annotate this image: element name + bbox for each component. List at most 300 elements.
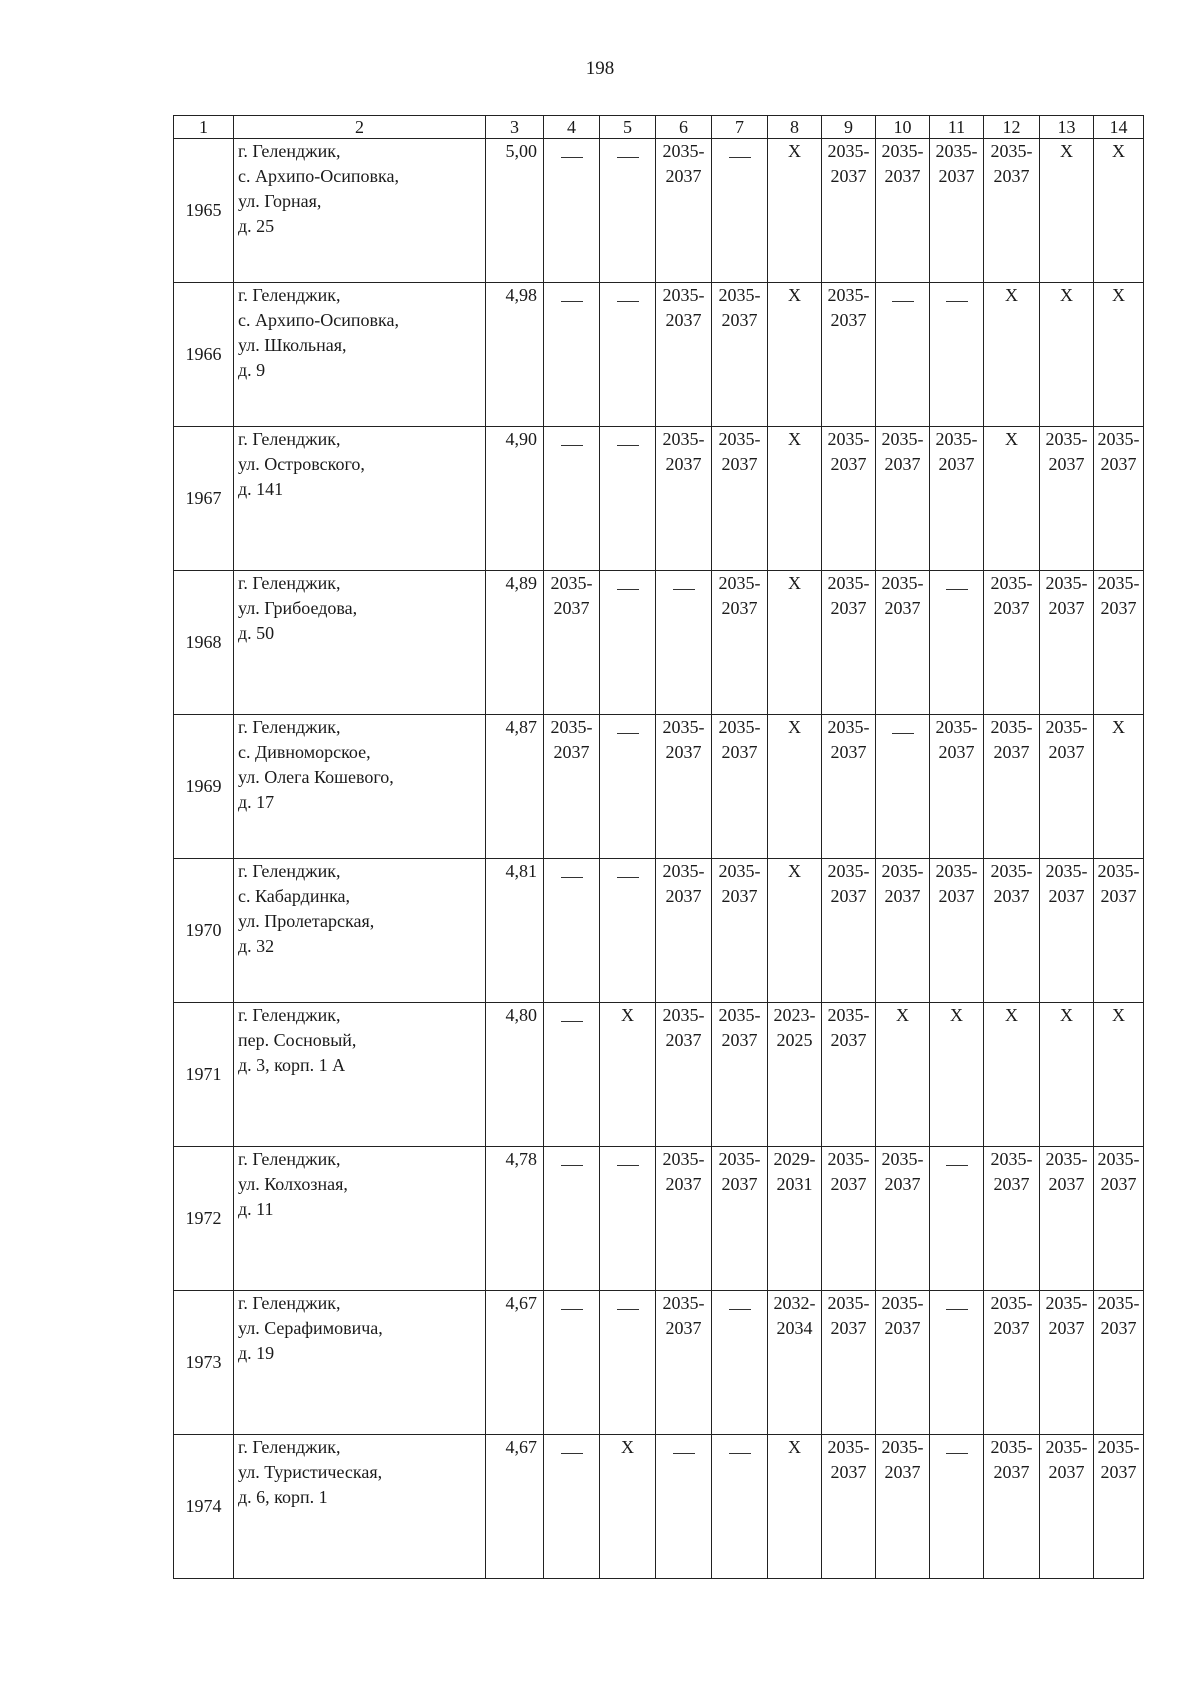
table-row — [174, 283, 1144, 427]
period-cell — [822, 571, 876, 715]
period-cell — [930, 283, 984, 427]
period-cell — [712, 859, 768, 1003]
period-cell — [712, 1291, 768, 1435]
address-line: пер. Сосновый, — [238, 1030, 357, 1050]
address-cell — [234, 1147, 486, 1291]
period-cell — [1040, 283, 1094, 427]
cell-line: 2035- — [990, 861, 1033, 881]
period-cell — [656, 1291, 712, 1435]
cell-line: 2037 — [1048, 1318, 1085, 1338]
period-cell — [822, 283, 876, 427]
cell-line: 2037 — [993, 1462, 1030, 1482]
table-row — [174, 427, 1144, 571]
dash-mark — [946, 1453, 968, 1454]
cell-line: 2035- — [662, 717, 705, 737]
address-line: ул. Школьная, — [238, 335, 347, 355]
period-cell — [822, 1147, 876, 1291]
period-cell — [544, 1291, 600, 1435]
cell-line: 2037 — [721, 742, 758, 762]
row-number: 1974 — [174, 1435, 234, 1579]
cell-line: 2035- — [718, 861, 761, 881]
period-cell — [876, 139, 930, 283]
cell-line: 2035- — [1097, 1149, 1140, 1169]
period-cell — [600, 571, 656, 715]
cell-line: 2035- — [827, 285, 870, 305]
cell-line: 2037 — [993, 886, 1030, 906]
period-cell — [1040, 571, 1094, 715]
cell-line: X — [1005, 1005, 1018, 1025]
cell-line: 2037 — [830, 742, 867, 762]
cell-line: 2037 — [1048, 1174, 1085, 1194]
column-header: 4 — [544, 116, 600, 139]
period-cell — [876, 1003, 930, 1147]
period-cell — [1094, 571, 1144, 715]
cell-line: 2035- — [718, 429, 761, 449]
address-line: г. Геленджик, — [238, 141, 341, 161]
address-line: г. Геленджик, — [238, 717, 341, 737]
cell-line: 2035- — [990, 1149, 1033, 1169]
cell-line: 2035- — [935, 429, 978, 449]
cell-line: 2035- — [1097, 573, 1140, 593]
cell-line: 2035- — [1097, 861, 1140, 881]
address-line: д. 17 — [238, 792, 275, 812]
cell-line: X — [1112, 285, 1125, 305]
address-cell — [234, 1003, 486, 1147]
period-cell — [768, 283, 822, 427]
cell-line: X — [1112, 141, 1125, 161]
period-cell — [544, 283, 600, 427]
cell-line: 2037 — [993, 166, 1030, 186]
period-cell — [712, 571, 768, 715]
period-cell — [768, 139, 822, 283]
dash-mark — [617, 1309, 639, 1310]
cell-line: 2035- — [881, 1437, 924, 1457]
dash-mark — [617, 301, 639, 302]
address-line: ул. Колхозная, — [238, 1174, 348, 1194]
dash-mark — [729, 1309, 751, 1310]
value-cell: 5,00 — [486, 139, 544, 283]
period-cell — [656, 139, 712, 283]
table-row — [174, 571, 1144, 715]
period-cell — [1040, 427, 1094, 571]
table-body — [174, 116, 1144, 1579]
cell-line: 2035- — [1097, 429, 1140, 449]
period-cell — [984, 571, 1040, 715]
period-cell — [876, 1435, 930, 1579]
cell-line: 2035- — [990, 717, 1033, 737]
cell-line: 2037 — [553, 598, 590, 618]
cell-line: 2035- — [718, 717, 761, 737]
column-header: 10 — [876, 116, 930, 139]
address-line: ул. Горная, — [238, 191, 322, 211]
cell-line: 2037 — [721, 310, 758, 330]
period-cell — [600, 427, 656, 571]
cell-line: 2037 — [830, 886, 867, 906]
period-cell — [822, 139, 876, 283]
address-line: г. Геленджик, — [238, 1005, 341, 1025]
table-row — [174, 1291, 1144, 1435]
period-cell — [656, 1003, 712, 1147]
period-cell — [876, 283, 930, 427]
dash-mark — [561, 157, 583, 158]
period-cell — [1040, 859, 1094, 1003]
period-cell — [1040, 715, 1094, 859]
cell-line: X — [1112, 717, 1125, 737]
address-line: д. 9 — [238, 360, 266, 380]
cell-line: 2035- — [990, 1437, 1033, 1457]
cell-line: 2037 — [665, 1318, 702, 1338]
period-cell — [876, 715, 930, 859]
address-line: с. Архипо-Осиповка, — [238, 310, 399, 330]
cell-line: X — [788, 429, 801, 449]
cell-line: 2035- — [1045, 573, 1088, 593]
cell-line: 2035- — [718, 1005, 761, 1025]
value-cell: 4,81 — [486, 859, 544, 1003]
period-cell — [544, 1435, 600, 1579]
period-cell — [1040, 1003, 1094, 1147]
cell-line: 2037 — [665, 1030, 702, 1050]
cell-line: X — [1060, 141, 1073, 161]
period-cell — [544, 859, 600, 1003]
cell-line: 2037 — [1100, 1174, 1137, 1194]
period-cell — [930, 715, 984, 859]
period-cell — [822, 1291, 876, 1435]
value-cell: 4,67 — [486, 1435, 544, 1579]
cell-line: 2035- — [827, 861, 870, 881]
period-cell — [984, 1003, 1040, 1147]
cell-line: 2035- — [550, 717, 593, 737]
period-cell — [768, 571, 822, 715]
address-cell — [234, 1291, 486, 1435]
cell-line: 2037 — [1100, 886, 1137, 906]
address-line: с. Кабардинка, — [238, 886, 351, 906]
period-cell — [600, 139, 656, 283]
dash-mark — [617, 877, 639, 878]
address-line: г. Геленджик, — [238, 1437, 341, 1457]
cell-line: 2037 — [721, 1174, 758, 1194]
period-cell — [822, 859, 876, 1003]
cell-line: 2037 — [884, 1174, 921, 1194]
cell-line: 2035- — [827, 141, 870, 161]
cell-line: 2035- — [662, 285, 705, 305]
period-cell — [768, 427, 822, 571]
dash-mark — [561, 1453, 583, 1454]
cell-line: 2035- — [881, 429, 924, 449]
period-cell — [1094, 715, 1144, 859]
period-cell — [600, 1147, 656, 1291]
period-cell — [1094, 1147, 1144, 1291]
value-cell: 4,80 — [486, 1003, 544, 1147]
cell-line: 2035- — [662, 429, 705, 449]
address-line: д. 3, корп. 1 А — [238, 1055, 346, 1075]
cell-line: 2037 — [938, 742, 975, 762]
cell-line: 2037 — [884, 886, 921, 906]
address-line: ул. Грибоедова, — [238, 598, 358, 618]
cell-line: 2035- — [718, 573, 761, 593]
dash-mark — [561, 1165, 583, 1166]
column-header: 1 — [174, 116, 234, 139]
row-number: 1971 — [174, 1003, 234, 1147]
cell-line: 2037 — [830, 1030, 867, 1050]
period-cell — [930, 139, 984, 283]
column-header: 9 — [822, 116, 876, 139]
period-cell — [876, 427, 930, 571]
cell-line: 2037 — [1100, 598, 1137, 618]
cell-line: 2032- — [773, 1293, 816, 1313]
column-header: 5 — [600, 116, 656, 139]
dash-mark — [561, 445, 583, 446]
period-cell — [656, 283, 712, 427]
cell-line: 2035- — [1097, 1437, 1140, 1457]
cell-line: 2035- — [990, 141, 1033, 161]
page-number: 198 — [585, 58, 615, 79]
dash-mark — [617, 1165, 639, 1166]
period-cell — [768, 1147, 822, 1291]
cell-line: 2037 — [884, 1462, 921, 1482]
period-cell — [544, 715, 600, 859]
period-cell — [930, 571, 984, 715]
cell-line: 2037 — [665, 454, 702, 474]
cell-line: X — [621, 1005, 634, 1025]
period-cell — [822, 715, 876, 859]
period-cell — [544, 139, 600, 283]
address-cell — [234, 427, 486, 571]
cell-line: 2037 — [1048, 886, 1085, 906]
cell-line: 2037 — [1048, 454, 1085, 474]
cell-line: X — [1005, 429, 1018, 449]
period-cell — [1094, 859, 1144, 1003]
cell-line: 2037 — [938, 454, 975, 474]
dash-mark — [729, 157, 751, 158]
address-line: ул. Олега Кошевого, — [238, 767, 394, 787]
period-cell — [876, 1291, 930, 1435]
period-cell — [1094, 139, 1144, 283]
cell-line: 2035- — [827, 1005, 870, 1025]
address-cell — [234, 571, 486, 715]
cell-line: 2035- — [1045, 1149, 1088, 1169]
dash-mark — [946, 589, 968, 590]
period-cell — [1094, 1291, 1144, 1435]
address-cell — [234, 1435, 486, 1579]
cell-line: 2035- — [935, 861, 978, 881]
cell-line: 2037 — [553, 742, 590, 762]
period-cell — [544, 1003, 600, 1147]
period-cell — [768, 1435, 822, 1579]
column-header: 14 — [1094, 116, 1144, 139]
cell-line: 2035- — [827, 573, 870, 593]
period-cell — [768, 1291, 822, 1435]
cell-line: 2035- — [1045, 1437, 1088, 1457]
period-cell — [930, 1291, 984, 1435]
cell-line: 2035- — [935, 717, 978, 737]
period-cell — [600, 1435, 656, 1579]
address-line: г. Геленджик, — [238, 285, 341, 305]
cell-line: X — [788, 1437, 801, 1457]
cell-line: 2037 — [830, 166, 867, 186]
address-cell — [234, 859, 486, 1003]
period-cell — [656, 1147, 712, 1291]
period-cell — [712, 283, 768, 427]
cell-line: 2037 — [1048, 1462, 1085, 1482]
period-cell — [544, 1147, 600, 1291]
period-cell — [656, 859, 712, 1003]
period-cell — [712, 1435, 768, 1579]
address-line: ул. Серафимовича, — [238, 1318, 383, 1338]
header-row — [174, 116, 1144, 139]
cell-line: 2035- — [718, 285, 761, 305]
address-cell — [234, 139, 486, 283]
cell-line: 2035- — [881, 1149, 924, 1169]
cell-line: 2037 — [1100, 1462, 1137, 1482]
period-cell — [822, 1003, 876, 1147]
cell-line: X — [621, 1437, 634, 1457]
period-cell — [712, 427, 768, 571]
value-cell: 4,98 — [486, 283, 544, 427]
cell-line: 2037 — [665, 310, 702, 330]
value-cell: 4,67 — [486, 1291, 544, 1435]
row-number: 1973 — [174, 1291, 234, 1435]
address-line: с. Архипо-Осиповка, — [238, 166, 399, 186]
cell-line: 2035- — [1045, 429, 1088, 449]
table-row — [174, 859, 1144, 1003]
cell-line: 2035- — [827, 717, 870, 737]
column-header: 6 — [656, 116, 712, 139]
dash-mark — [673, 589, 695, 590]
cell-line: 2035- — [1097, 1293, 1140, 1313]
row-number: 1968 — [174, 571, 234, 715]
cell-line: 2035- — [718, 1149, 761, 1169]
cell-line: 2037 — [721, 454, 758, 474]
table-row — [174, 1003, 1144, 1147]
period-cell — [930, 427, 984, 571]
cell-line: 2035- — [827, 1149, 870, 1169]
address-line: д. 11 — [238, 1199, 274, 1219]
row-number: 1967 — [174, 427, 234, 571]
value-cell: 4,87 — [486, 715, 544, 859]
address-line: г. Геленджик, — [238, 861, 341, 881]
cell-line: 2037 — [993, 742, 1030, 762]
dash-mark — [617, 589, 639, 590]
cell-line: X — [788, 573, 801, 593]
period-cell — [600, 1003, 656, 1147]
cell-line: X — [1005, 285, 1018, 305]
period-cell — [930, 859, 984, 1003]
address-line: ул. Островского, — [238, 454, 365, 474]
cell-line: 2037 — [830, 454, 867, 474]
cell-line: X — [1060, 285, 1073, 305]
cell-line: 2037 — [830, 598, 867, 618]
address-line: д. 141 — [238, 479, 284, 499]
period-cell — [930, 1147, 984, 1291]
row-number: 1970 — [174, 859, 234, 1003]
period-cell — [656, 715, 712, 859]
dash-mark — [561, 1309, 583, 1310]
cell-line: 2035- — [935, 141, 978, 161]
cell-line: 2035- — [662, 1005, 705, 1025]
cell-line: 2035- — [881, 861, 924, 881]
row-number: 1972 — [174, 1147, 234, 1291]
period-cell — [1094, 1435, 1144, 1579]
period-cell — [656, 427, 712, 571]
cell-line: 2035- — [827, 1437, 870, 1457]
cell-line: 2037 — [665, 886, 702, 906]
period-cell — [712, 139, 768, 283]
period-cell — [1094, 283, 1144, 427]
cell-line: 2037 — [993, 598, 1030, 618]
dash-mark — [729, 1453, 751, 1454]
cell-line: 2037 — [721, 598, 758, 618]
period-cell — [822, 1435, 876, 1579]
address-line: д. 50 — [238, 623, 275, 643]
cell-line: X — [896, 1005, 909, 1025]
table-row — [174, 1435, 1144, 1579]
cell-line: 2037 — [884, 166, 921, 186]
period-cell — [984, 859, 1040, 1003]
cell-line: 2035- — [662, 141, 705, 161]
dash-mark — [617, 157, 639, 158]
cell-line: 2037 — [830, 1174, 867, 1194]
table-row — [174, 139, 1144, 283]
cell-line: 2037 — [1048, 742, 1085, 762]
cell-line: 2035- — [1045, 861, 1088, 881]
cell-line: 2037 — [665, 166, 702, 186]
cell-line: X — [788, 141, 801, 161]
cell-line: 2035- — [550, 573, 593, 593]
period-cell — [930, 1003, 984, 1147]
cell-line: 2035- — [662, 861, 705, 881]
value-cell: 4,78 — [486, 1147, 544, 1291]
cell-line: 2037 — [830, 1318, 867, 1338]
period-cell — [876, 1147, 930, 1291]
value-cell: 4,90 — [486, 427, 544, 571]
dash-mark — [617, 733, 639, 734]
cell-line: 2037 — [830, 310, 867, 330]
cell-line: 2037 — [993, 1318, 1030, 1338]
cell-line: X — [788, 861, 801, 881]
period-cell — [1040, 139, 1094, 283]
cell-line: 2037 — [884, 598, 921, 618]
period-cell — [876, 571, 930, 715]
period-cell — [768, 715, 822, 859]
period-cell — [600, 715, 656, 859]
cell-line: 2037 — [1100, 1318, 1137, 1338]
data-table — [173, 115, 1144, 1579]
address-line: г. Геленджик, — [238, 1293, 341, 1313]
column-header: 3 — [486, 116, 544, 139]
period-cell — [984, 1435, 1040, 1579]
period-cell — [768, 1003, 822, 1147]
period-cell — [1094, 427, 1144, 571]
cell-line: 2035- — [881, 573, 924, 593]
cell-line: 2037 — [884, 1318, 921, 1338]
period-cell — [984, 427, 1040, 571]
cell-line: 2037 — [721, 886, 758, 906]
cell-line: X — [788, 285, 801, 305]
column-header: 2 — [234, 116, 486, 139]
period-cell — [656, 1435, 712, 1579]
cell-line: 2023- — [773, 1005, 816, 1025]
row-number: 1969 — [174, 715, 234, 859]
dash-mark — [617, 445, 639, 446]
cell-line: 2035- — [1045, 1293, 1088, 1313]
period-cell — [544, 571, 600, 715]
cell-line: 2037 — [884, 454, 921, 474]
dash-mark — [946, 1165, 968, 1166]
table-row — [174, 715, 1144, 859]
period-cell — [768, 859, 822, 1003]
cell-line: 2034 — [776, 1318, 813, 1338]
cell-line: 2031 — [776, 1174, 813, 1194]
